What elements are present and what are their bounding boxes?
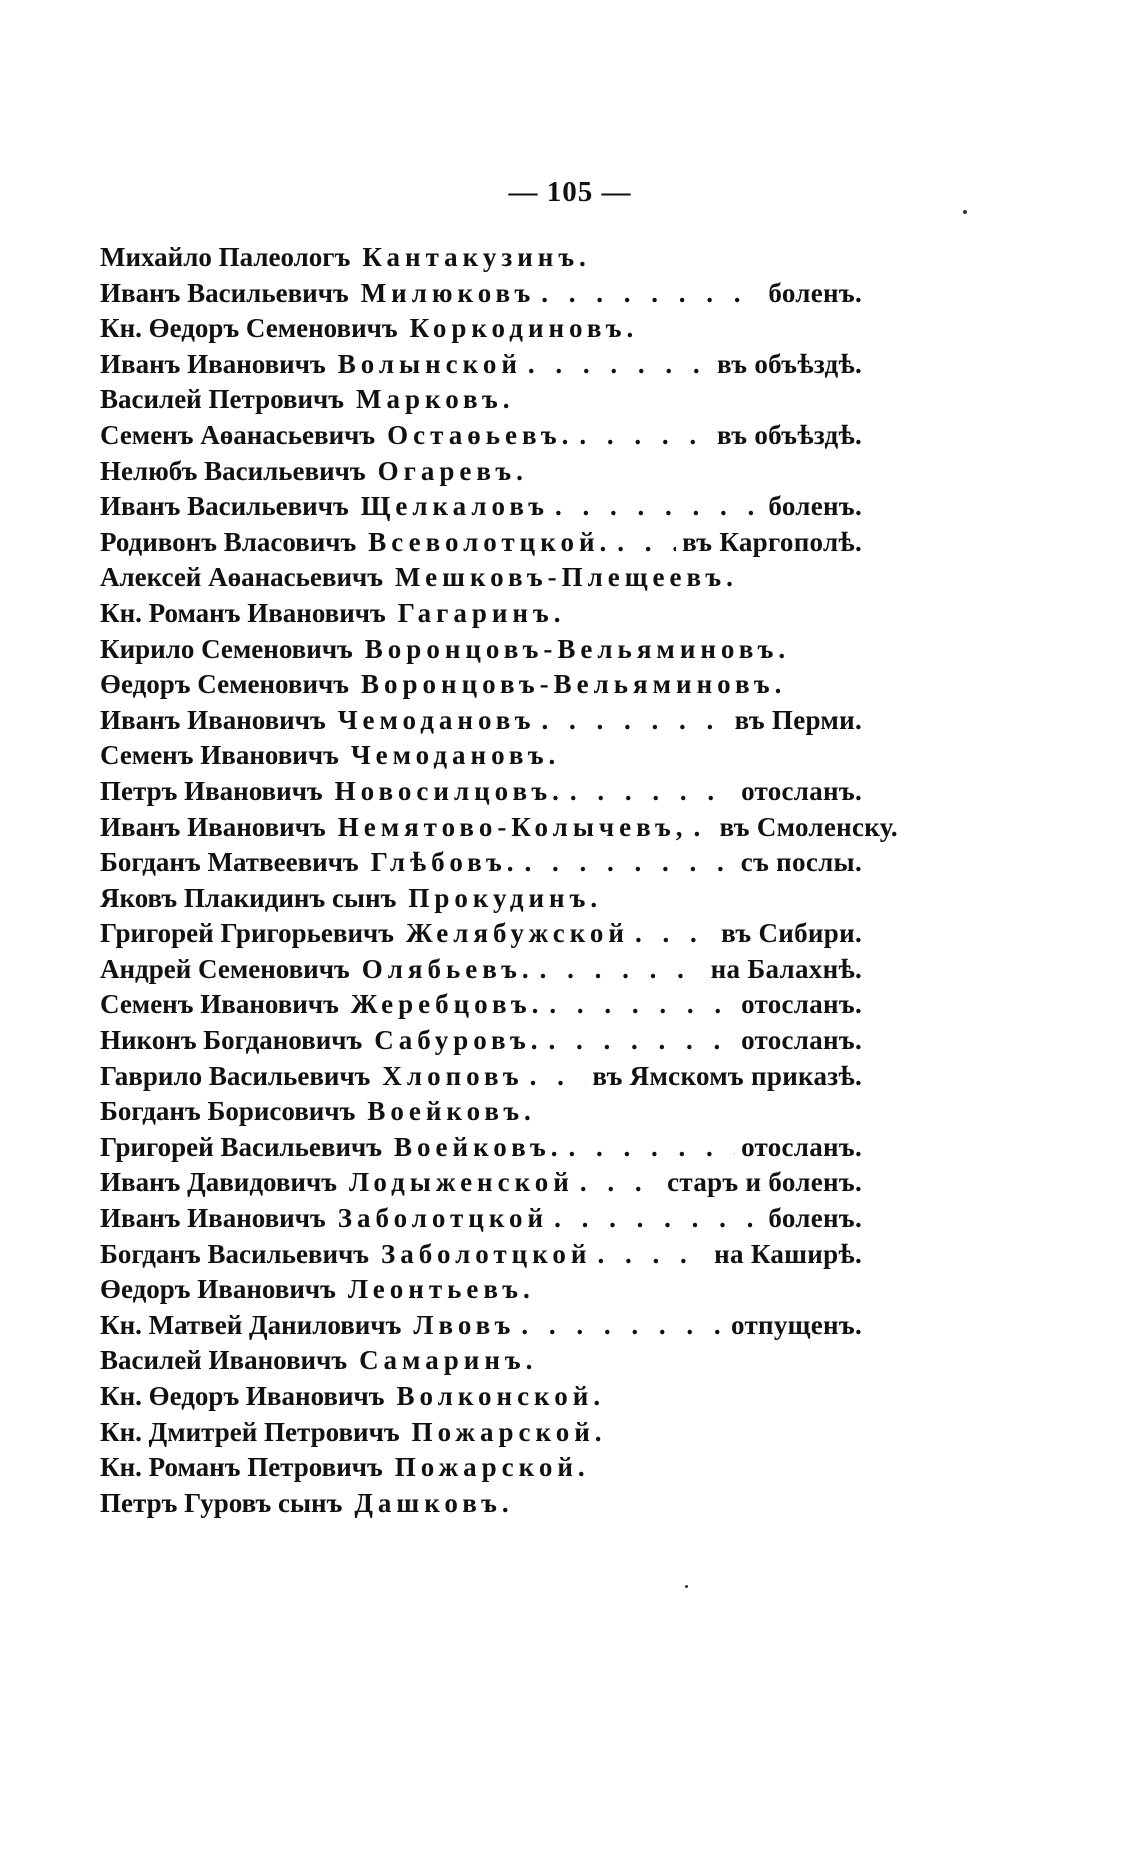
given-name: Василей Ивановичъ (100, 1345, 348, 1376)
page-number: — 105 — (508, 176, 632, 208)
surname: Немятово-Колычевъ, (337, 811, 688, 842)
given-name: Иванъ Ивановичъ (100, 704, 326, 735)
surname: Кантакузинъ. (362, 242, 591, 272)
surname: Волконской. (396, 1381, 606, 1411)
list-item (100, 1272, 862, 1308)
given-name: Никонъ Богдановичъ (100, 1025, 363, 1056)
dot-leader (694, 810, 714, 846)
list-item (100, 1059, 862, 1095)
list-item (100, 916, 862, 952)
dot-leader (548, 1023, 735, 1059)
surname: Марковъ. (356, 384, 515, 415)
given-name: Нелюбъ Васильевичъ (100, 455, 366, 486)
surname: Олябьевъ. (361, 953, 534, 984)
given-name: Гаврило Васильевичъ (100, 1060, 371, 1091)
status-note: отосланъ. (741, 775, 862, 806)
surname: Волынской (337, 348, 522, 379)
list-item (100, 703, 862, 739)
surname: Мешковъ-Плещеевъ. (395, 562, 738, 593)
list-item (100, 1415, 862, 1451)
dot-leader (540, 952, 705, 988)
list-item (100, 774, 862, 810)
surname: Чемодановъ (337, 704, 536, 735)
dot-leader (525, 845, 735, 881)
list-item (100, 1343, 862, 1379)
surname: Самаринъ. (359, 1345, 538, 1376)
given-name: Өедоръ Ивановичъ (100, 1274, 336, 1305)
list-item (100, 1237, 862, 1273)
list-item (100, 382, 862, 418)
given-name: Родивонъ Власовичъ (100, 526, 357, 557)
surname: Огаревъ. (377, 455, 528, 486)
status-note: въ объѣздѣ. (717, 348, 862, 379)
surname: Щелкаловъ (360, 491, 549, 522)
status-note: въ объѣздѣ. (717, 419, 862, 450)
surname: Пожарской. (394, 1452, 590, 1483)
given-name: Петръ Гуровъ сынъ (100, 1487, 343, 1518)
given-name: Кн. Өедоръ Ивановичъ (100, 1381, 385, 1411)
given-name: Иванъ Васильевичъ (100, 277, 349, 308)
list-item (100, 667, 862, 703)
dot-leader (555, 489, 762, 525)
given-name: Иванъ Ивановичъ (100, 811, 326, 842)
list-item (100, 276, 862, 312)
status-note: боленъ. (768, 277, 862, 308)
surname: Коркодиновъ. (409, 313, 639, 344)
given-name: Михайло Палеологъ (100, 242, 351, 272)
print-speck (685, 1585, 688, 1588)
given-name: Кн. Өедоръ Семеновичъ (100, 313, 398, 344)
given-name: Григорей Васильевичъ (100, 1131, 383, 1162)
surname: Воейковъ. (394, 1131, 563, 1162)
list-item (100, 1023, 862, 1059)
dot-leader (580, 1165, 661, 1201)
surname: Гагаринъ. (397, 597, 566, 628)
surname: Воронцовъ-Вельяминовъ. (360, 669, 787, 700)
surname: Жеребцовъ. (350, 989, 544, 1020)
surname: Прокудинъ. (408, 882, 603, 913)
given-name: Богданъ Борисовичъ (100, 1096, 356, 1127)
list-item (100, 1094, 862, 1130)
name-list (100, 240, 898, 1521)
given-name: Иванъ Васильевичъ (100, 491, 349, 522)
given-name: Иванъ Ивановичъ (100, 348, 326, 379)
status-note: въ Смоленску. (719, 811, 898, 842)
dot-leader (635, 916, 715, 952)
list-item (100, 1130, 862, 1166)
print-speck (963, 210, 967, 214)
dot-leader (554, 1201, 762, 1237)
given-name: Семенъ Ивановичъ (100, 740, 339, 771)
given-name: Семенъ Аөанасьевичъ (100, 419, 376, 450)
surname: Хлоповъ (382, 1060, 524, 1091)
list-item (100, 632, 862, 668)
surname: Чемодановъ. (350, 740, 561, 771)
dot-leader (541, 276, 762, 312)
given-name: Андрей Семеновичъ (100, 953, 350, 984)
list-item (100, 347, 862, 383)
given-name: Кн. Романъ Ивановичъ (100, 597, 386, 628)
status-note: въ Ямскомъ приказѣ. (592, 1060, 862, 1091)
given-name: Алексей Аөанасьевичъ (100, 562, 384, 593)
given-name: Кн. Дмитрей Петровичъ (100, 1416, 400, 1447)
surname: Заболотцкой (337, 1203, 549, 1234)
list-item (100, 738, 862, 774)
surname: Сабуровъ. (374, 1025, 543, 1056)
given-name: Василей Петровичъ (100, 384, 345, 415)
status-note: въ Каргополѣ. (682, 526, 862, 557)
list-item (100, 1450, 862, 1486)
dot-leader (569, 1130, 736, 1166)
status-note: отосланъ. (741, 1131, 862, 1162)
dot-leader (597, 1237, 708, 1273)
given-name: Иванъ Ивановичъ (100, 1203, 326, 1234)
status-note: отосланъ. (741, 1025, 862, 1056)
list-item (100, 845, 862, 881)
given-name: Яковъ Плакидинъ сынъ (100, 882, 397, 913)
status-note: старъ и боленъ. (667, 1167, 862, 1198)
list-item (100, 418, 862, 454)
list-item (100, 1379, 862, 1415)
list-item (100, 881, 862, 917)
surname: Остаөьевъ. (387, 419, 574, 450)
surname: Желябужской (405, 918, 629, 949)
status-note: на Каширѣ. (714, 1238, 862, 1269)
list-item (100, 1201, 862, 1237)
status-note: боленъ. (768, 491, 862, 522)
list-item (100, 240, 862, 276)
list-item (100, 596, 862, 632)
given-name: Богданъ Матвеевичъ (100, 847, 359, 878)
status-note: отпущенъ. (731, 1309, 862, 1340)
surname: Лвовъ (413, 1309, 516, 1340)
surname: Пожарской. (411, 1416, 607, 1447)
surname: Дашковъ. (354, 1487, 514, 1518)
given-name: Иванъ Давидовичъ (100, 1167, 337, 1198)
list-item (100, 311, 862, 347)
surname: Милюковъ (360, 277, 536, 308)
status-note: въ Сибири. (721, 918, 862, 949)
status-note: на Балахнѣ. (710, 953, 862, 984)
status-note: отосланъ. (741, 989, 862, 1020)
list-item (100, 1486, 862, 1522)
list-item (100, 952, 862, 988)
dot-leader (617, 525, 676, 561)
dot-leader (579, 418, 711, 454)
surname: Леонтьевъ. (347, 1274, 535, 1305)
dot-leader (541, 703, 728, 739)
dot-leader (521, 1308, 725, 1344)
list-item (100, 1165, 862, 1201)
given-name: Петръ Ивановичъ (100, 775, 323, 806)
surname: Новосилцовъ. (334, 775, 564, 806)
list-item (100, 810, 898, 846)
given-name: Кирило Семеновичъ (100, 633, 353, 664)
list-item (100, 560, 862, 596)
surname: Воронцовъ-Вельяминовъ. (364, 633, 791, 664)
given-name: Григорей Григорьевичъ (100, 918, 394, 949)
surname: Заболотцкой (381, 1238, 592, 1269)
given-name: Богданъ Васильевичъ (100, 1238, 370, 1269)
list-item (100, 1308, 862, 1344)
given-name: Кн. Матвей Даниловичъ (100, 1309, 402, 1340)
status-note: въ Перми. (734, 704, 862, 735)
list-item (100, 454, 862, 490)
status-note: боленъ. (768, 1203, 862, 1234)
given-name: Семенъ Ивановичъ (100, 989, 339, 1020)
dot-leader (549, 987, 735, 1023)
surname: Лодыженской (348, 1167, 574, 1198)
dot-leader (528, 347, 711, 383)
given-name: Өедоръ Семеновичъ (100, 669, 349, 700)
surname: Воейковъ. (367, 1096, 536, 1127)
dot-leader (570, 774, 735, 810)
given-name: Кн. Романъ Петровичъ (100, 1452, 383, 1483)
list-item (100, 489, 862, 525)
dot-leader (530, 1059, 587, 1095)
surname: Глѣбовъ. (370, 847, 519, 878)
status-note: съ послы. (740, 847, 862, 878)
list-item (100, 987, 862, 1023)
surname: Всеволотцкой. (368, 526, 612, 557)
list-item (100, 525, 862, 561)
